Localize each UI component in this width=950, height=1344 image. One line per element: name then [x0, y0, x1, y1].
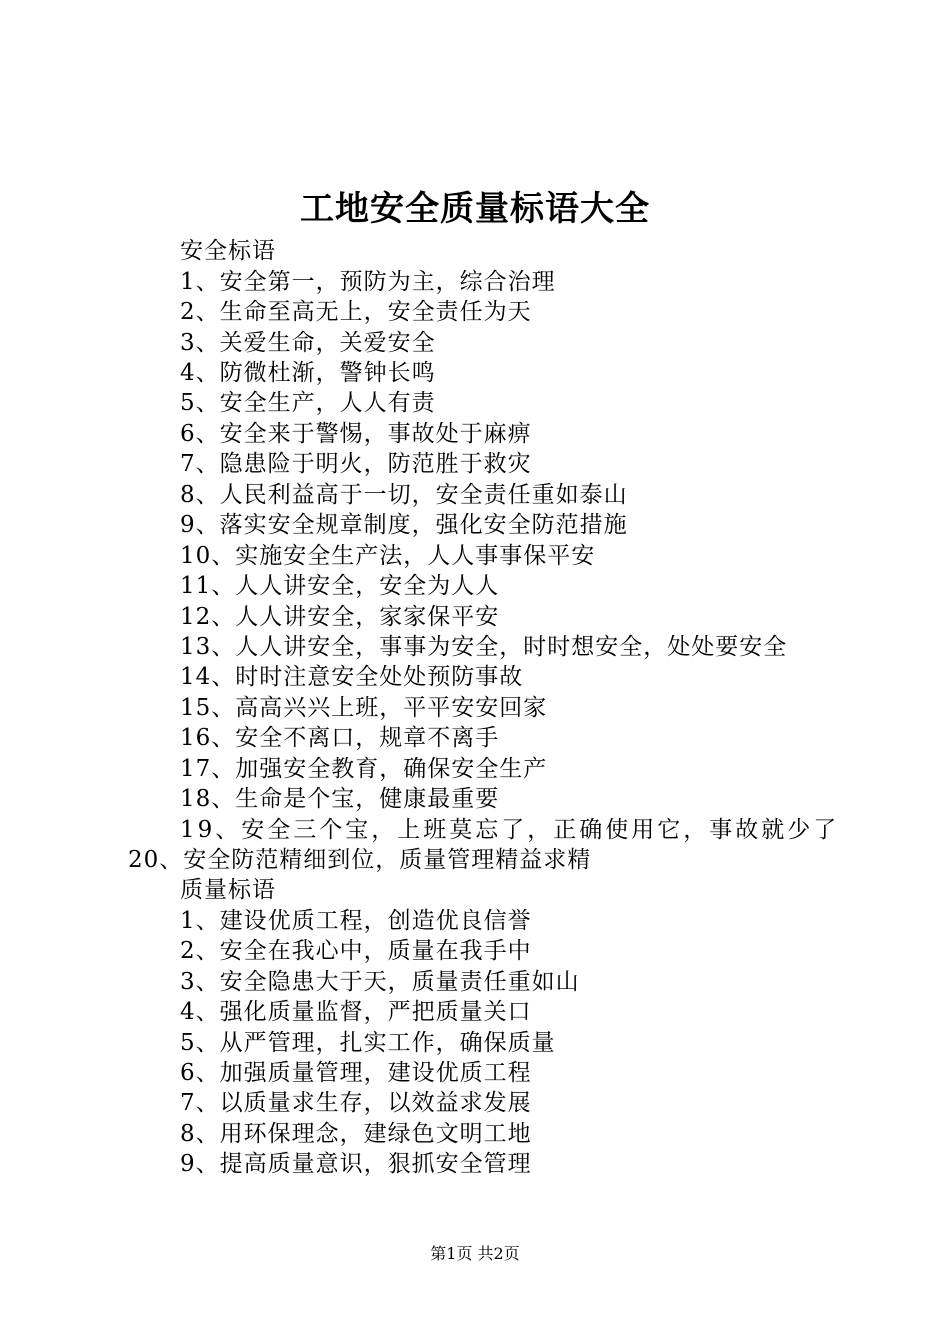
list-item: 15、高高兴兴上班，平平安安回家 — [180, 695, 548, 721]
list-item: 8、用环保理念，建绿色文明工地 — [180, 1121, 532, 1147]
list-item: 5、从严管理，扎实工作，确保质量 — [180, 1030, 556, 1056]
page-footer: 第1页 共2页 — [430, 1244, 520, 1263]
list-item: 19、安全三个宝，上班莫忘了，正确使用它，事故就少了 — [180, 817, 840, 843]
list-item: 6、安全来于警惕，事故处于麻痹 — [180, 421, 532, 447]
list-item: 9、落实安全规章制度，强化安全防范措施 — [180, 512, 628, 538]
list-item: 18、生命是个宝，健康最重要 — [180, 786, 500, 812]
section-heading-safety: 安全标语 — [180, 238, 276, 264]
list-item: 4、强化质量监督，严把质量关口 — [180, 999, 532, 1025]
list-item: 3、安全隐患大于天，质量责任重如山 — [180, 969, 580, 995]
list-item: 10、实施安全生产法，人人事事保平安 — [180, 543, 596, 569]
list-item: 13、人人讲安全，事事为安全，时时想安全，处处要安全 — [180, 634, 788, 660]
list-item: 3、关爱生命，关爱安全 — [180, 330, 436, 356]
list-item: 20、安全防范精细到位，质量管理精益求精 — [128, 847, 592, 873]
list-item: 7、隐患险于明火，防范胜于救灾 — [180, 451, 532, 477]
list-item: 17、加强安全教育，确保安全生产 — [180, 756, 548, 782]
list-item: 2、安全在我心中，质量在我手中 — [180, 938, 532, 964]
list-item: 16、安全不离口，规章不离手 — [180, 725, 500, 751]
section-heading-quality: 质量标语 — [180, 877, 276, 903]
list-item: 7、以质量求生存，以效益求发展 — [180, 1090, 532, 1116]
list-item: 4、防微杜渐，警钟长鸣 — [180, 360, 436, 386]
list-item: 5、安全生产，人人有责 — [180, 390, 436, 416]
list-item: 8、人民利益高于一切，安全责任重如泰山 — [180, 482, 628, 508]
list-item: 9、提高质量意识，狠抓安全管理 — [180, 1151, 532, 1177]
list-item: 11、人人讲安全，安全为人人 — [180, 573, 500, 599]
document-title: 工地安全质量标语大全 — [300, 189, 650, 229]
list-item: 12、人人讲安全，家家保平安 — [180, 604, 500, 630]
list-item: 6、加强质量管理，建设优质工程 — [180, 1060, 532, 1086]
list-item: 2、生命至高无上，安全责任为天 — [180, 299, 532, 325]
list-item: 1、建设优质工程，创造优良信誉 — [180, 908, 532, 934]
list-item: 14、时时注意安全处处预防事故 — [180, 664, 524, 690]
list-item: 1、安全第一，预防为主，综合治理 — [180, 269, 556, 295]
